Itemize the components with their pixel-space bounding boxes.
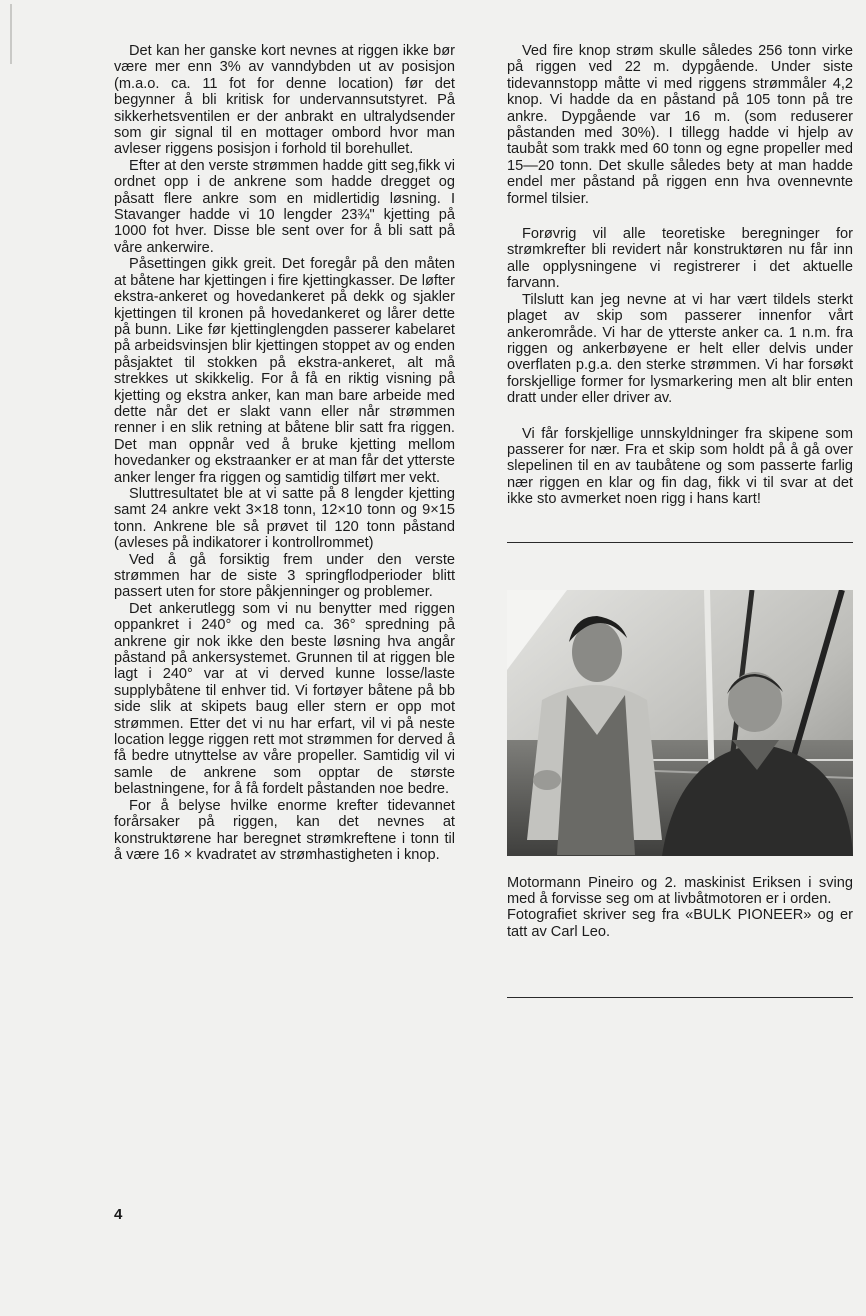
paragraph: Tilslutt kan jeg nevne at vi har vært tildels sterkt plaget av skip som passerer innenfor vårt ankerområde. Vi har de ytterste anker ca. 1 n.m. fra riggen og ankerbøyene er helt eller delvis under overflaten p.g.a. den sterke strømmen. Vi har forsøkt forskjellige former for lysmarkering men alt blir enten dratt under eller driver av. [507,291,853,407]
paragraph: Ved å gå forsiktig frem under den verste strømmen har de siste 3 springflodperioder blitt passert uten for store påkjenninger og problemer. [114,551,455,601]
paragraph: Efter at den verste strømmen hadde gitt seg,fikk vi ordnet opp i de ankrene som hadde dregget og påsatt flere ankre som en midlertidig løsning. I Stavanger hadde vi 10 lengder 23¾" kjetting på 1000 fot hver. Disse ble sent over for å bli satt på våre ankerwire. [114,157,455,256]
binding-margin-mark [10,4,21,64]
left-text-column [114,43,455,863]
paragraph: Sluttresultatet ble at vi satte på 8 lengder kjetting samt 24 ankre vekt 3×18 tonn, 12×10 tonn og 9×15 tonn. Ankrene ble så prøvet til 120 tonn påstand (avleses på indikatorer i kontrollrommet) [114,485,455,552]
page-number: 4 [114,1206,123,1223]
caption-line: Motormann Pineiro og 2. maskinist Eriksen i sving med å forvisse seg om at livbåtmotoren er i orden. [507,874,853,907]
caption-credit: Fotografiet skriver seg fra «BULK PIONEER» og er tatt av Carl Leo. [507,907,853,940]
section-divider [507,997,853,998]
paragraph: Forøvrig vil alle teoretiske beregninger for strømkrefter bli revidert når konstruktøren nu får inn alle opplysningene vi registrerer i det aktuelle farvann. [507,226,853,292]
paragraph: Påsettingen gikk greit. Det foregår på den måten at båtene har kjettingen i fire kjettingkasser. De løfter ekstra-ankeret og hovedankeret på dekk og sjakler kjettingen til kronen på hovedankeret og lårer dette på bunn. Like før kjettinglengden passerer kabelaret på arbeidsvinsjen blir kjettingen stoppet av og enden påsjaktet til stokken på ekstra-ankeret, alt må strekkes ut skikkelig. For å få en riktig visning på kjetting og ekstra anker, kan man bare arbeide med dette når det er slakt vann eller når strømmen renner i en slik retning at båtene blir satt fra riggen. Det man oppnår ved å bruke kjetting mellom hovedanker og ekstraanker er at man får det ytterste anker lenger fra riggen og samtidig tilført mer vekt. [114,256,455,486]
paragraph: Det kan her ganske kort nevnes at riggen ikke bør være mer enn 3% av vanndybden ut av posisjon (m.a.o. ca. 11 fot for denne location) før det begynner å bli kritisk for undervannsutstyret. På sikkerhetsventilen er der anbrakt en ultralydsender som gir signal til en mottager ombord hvor man avleser riggens posisjon i forhold til borehullet. [114,43,455,158]
right-text-column [507,43,853,998]
paragraph: For å belyse hvilke enorme krefter tidevannet forårsaker på riggen, kan det nevnes at konstruktørene har beregnet strømkreftene i tonn til å være 16 × kvadratet av strømhastigheten i knop. [114,797,455,863]
paragraph: Vi får forskjellige unnskyldninger fra skipene som passerer for nær. Fra et skip som holdt på å gå over slepelinen til en av taubåtene og som passerte farlig nær riggen en klar og fin dag, fikk vi til svar at det ikke sto avmerket noen rigg i hans kart! [507,425,853,508]
paragraph: Det ankerutlegg som vi nu benytter med riggen oppankret i 240° og med ca. 36° spredning på ankrene gir nok ikke den beste løsning hva angår påstand på ankersystemet. Grunnen til at riggen ble lagt i 240° var at vi derved kunne losse/laste supplybåtene til enhver tid. Vi fortøyer båtene på bb side slik at skipets baug eller stern er opp mot strømmen. Etter det vi nu har erfart, vil vi på neste location legge riggen rett mot strømmen for derved å få bedre utnyttelse av våre propeller. Samtidig vil vi samle de ankrene som opptar de største belastningene, for å få fordelt påstanden noe bedre. [114,600,455,798]
paragraph: Ved fire knop strøm skulle således 256 tonn virke på riggen ved 22 m. dypgående. Under siste tidevannstopp måtte vi med riggens strømmåler 4,2 knop. Vi hadde da en påstand på 105 tonn på tre ankre. Dypgående var 16 m. (som reduserer påstanden med 30%). I tillegg hadde vi hjelp av taubåt som trakk med 60 tonn og egne propeller med 15—20 tonn. Det skulle således bety at man hadde endel mer påstand på riggen enn hva ovennevnte formel tilsier. [507,43,853,207]
section-divider [507,542,853,543]
photo-caption [507,875,853,941]
photo-two-crew-members [507,590,853,856]
photo-illustration [507,590,853,856]
